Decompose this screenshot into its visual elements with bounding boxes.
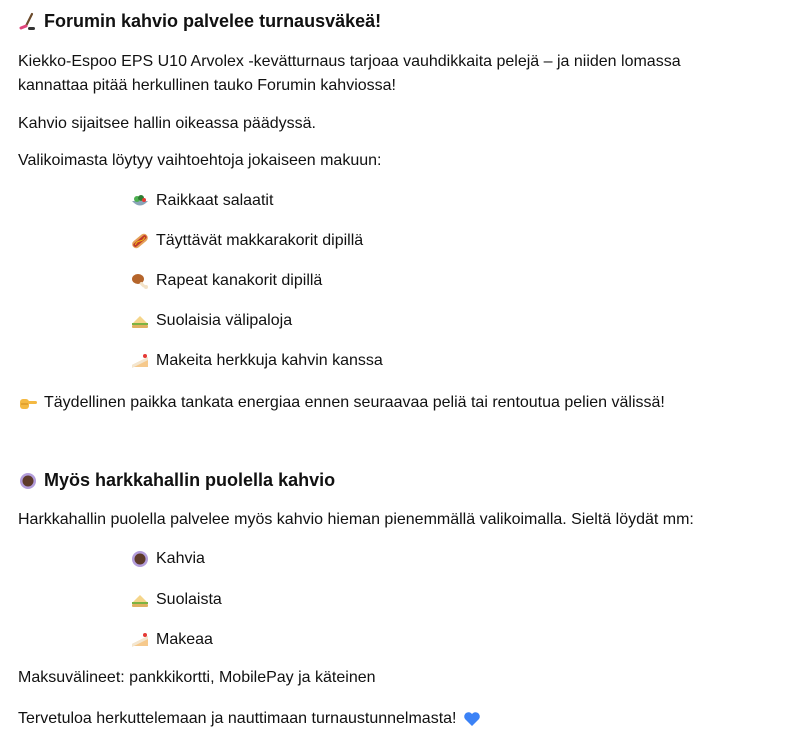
- list-item: [130, 231, 363, 251]
- list-item: [130, 549, 205, 569]
- hotdog-icon: [130, 231, 150, 251]
- section1-selection-intro: Valikoimasta löytyy vaihtoehtoja jokaiseen makuun:: [18, 152, 382, 169]
- section1-tip: [18, 391, 665, 415]
- section1-intro-line1: Kiekko-Espoo EPS U10 Arvolex -kevätturnaus tarjoaa vauhdikkaita pelejä – ja niiden lomassa: [18, 53, 681, 70]
- closing-text: Tervetuloa herkuttelemaan ja nauttimaan turnaustunnelmasta!: [18, 710, 457, 727]
- tip-text: Täydellinen paikka tankata energiaa ennen seuraavaa peliä tai rentoutua pelien välissä!: [44, 394, 665, 411]
- cake-icon: [130, 630, 150, 650]
- list-item-label: Suolaista: [156, 591, 222, 608]
- coffee-icon: [18, 471, 38, 491]
- section1-title: Forumin kahvio palvelee turnausväkeä!: [44, 11, 382, 31]
- list-item-label: Makeita herkkuja kahvin kanssa: [156, 352, 383, 369]
- list-item-label: Rapeat kanakorit dipillä: [156, 272, 323, 289]
- coffee-icon: [130, 549, 150, 569]
- blue-heart-icon: [462, 709, 482, 729]
- list-item: [130, 311, 292, 331]
- section1-heading: [18, 11, 381, 32]
- list-item-label: Kahvia: [156, 550, 205, 567]
- payment-methods: Maksuvälineet: pankkikortti, MobilePay ja käteinen: [18, 669, 376, 686]
- list-item-label: Makeaa: [156, 631, 213, 648]
- pointing-hand-icon: [18, 393, 38, 413]
- section1-intro-line2: kannattaa pitää herkullinen tauko Forumin kahviossa!: [18, 77, 396, 94]
- hockey-icon: [18, 12, 38, 32]
- cake-icon: [130, 351, 150, 371]
- list-item: [130, 191, 273, 211]
- list-item: [130, 271, 322, 291]
- drumstick-icon: [130, 271, 150, 291]
- section1-location: Kahvio sijaitsee hallin oikeassa päädyssä.: [18, 115, 316, 132]
- list-item-label: Täyttävät makkarakorit dipillä: [156, 232, 364, 249]
- list-item: [130, 630, 213, 650]
- section2-heading: [18, 470, 335, 491]
- list-item: [130, 351, 383, 371]
- salad-icon: [130, 191, 150, 211]
- section2-intro: Harkkahallin puolella palvelee myös kahvio hieman pienemmällä valikoimalla. Sieltä löydät mm:: [18, 511, 694, 528]
- list-item-label: Raikkaat salaatit: [156, 192, 274, 209]
- section2-title: Myös harkkahallin puolella kahvio: [44, 470, 336, 490]
- closing-line: [18, 707, 488, 731]
- sandwich-icon: [130, 590, 150, 610]
- sandwich-icon: [130, 311, 150, 331]
- list-item-label: Suolaisia välipaloja: [156, 312, 293, 329]
- list-item: [130, 590, 222, 610]
